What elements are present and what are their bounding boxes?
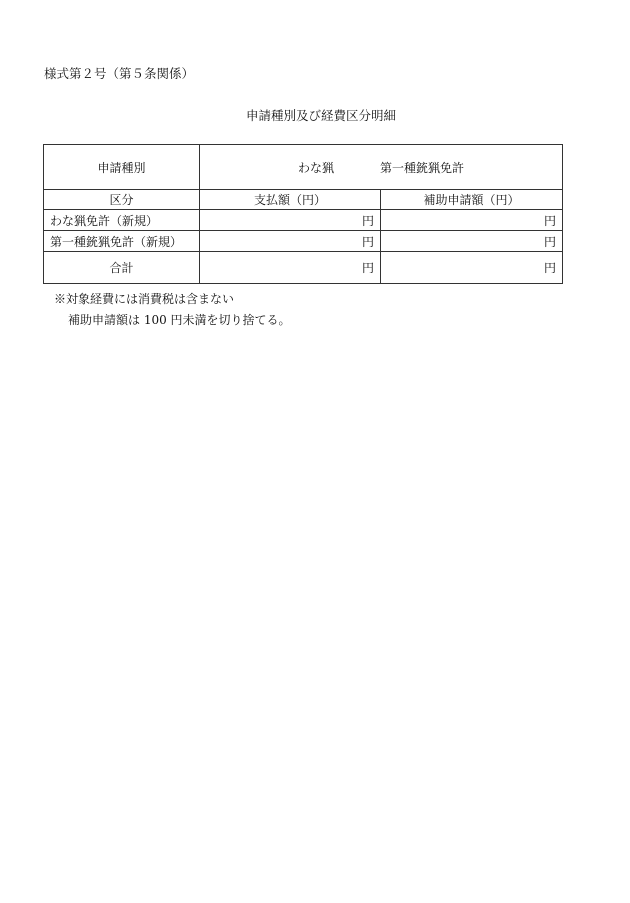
column-header-subsidy: 補助申請額（円） [381,190,563,210]
note-rounding: 補助申請額は 100 円未満を切り捨てる。 [68,313,291,327]
application-type-option-gun: 第一種銃猟免許 [380,160,465,175]
column-header-row [44,190,563,210]
application-type-row [44,145,563,190]
note-tax: ※対象経費には消費税は含まない [54,292,235,306]
application-type-options [200,145,563,190]
document-title: 申請種別及び経費区分明細 [245,108,396,123]
table-row [44,231,563,252]
table-row [44,210,563,231]
paid-amount-cell: 円 [200,231,381,252]
expense-detail-table [43,144,563,284]
subsidy-amount-cell: 円 [381,210,563,231]
paid-amount-cell: 円 [200,210,381,231]
application-type-option-trap: わな猟 [297,160,334,175]
total-label: 合計 [44,252,200,284]
total-subsidy-cell: 円 [381,252,563,284]
total-row [44,252,563,284]
application-type-label: 申請種別 [44,145,200,190]
row-label: わな猟免許（新規） [44,210,200,231]
row-label: 第一種銃猟免許（新規） [44,231,200,252]
column-header-category: 区分 [44,190,200,210]
subsidy-amount-cell: 円 [381,231,563,252]
column-header-paid: 支払額（円） [200,190,381,210]
form-number: 様式第２号（第５条関係） [44,66,195,81]
total-paid-cell: 円 [200,252,381,284]
